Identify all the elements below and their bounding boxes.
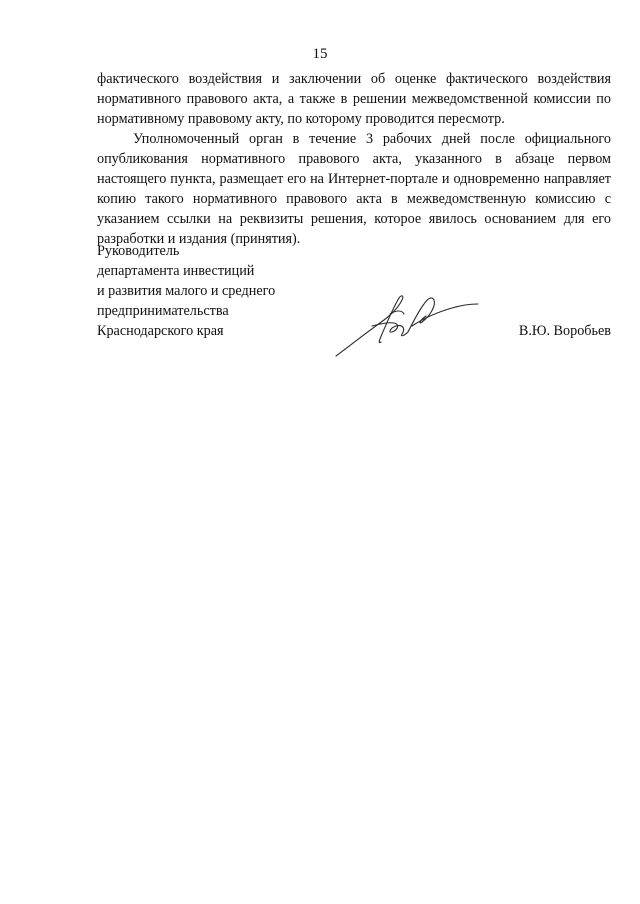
signer-position	[97, 241, 357, 341]
handwritten-signature	[332, 286, 482, 360]
signer-position-line: Руководитель	[97, 243, 180, 259]
signer-position-line: Краснодарского края	[97, 323, 224, 339]
body-text	[97, 69, 611, 249]
paragraph-continuation: фактического воздействия и заключении об оценке фактического воздействия нормативного правового акта, а также в решении межведомственной комиссии по нормативному правовому акту, по которому проводится пересмотр.	[97, 71, 611, 127]
paragraph-publication-procedure: Уполномоченный орган в течение 3 рабочих дней после официального опубликования нормативного правового акта, указанного в абзаце первом настоящего пункта, размещает его на Интернет-портале и одновременно направляет копию такого нормативного правового акта в межведомственную комиссию с указанием ссылки на реквизиты решения, которое явилось основанием для его разработки и издания (принятия).	[97, 131, 611, 247]
signer-name: В.Ю. Воробьев	[518, 323, 611, 339]
signer-position-line: департамента инвестиций	[97, 263, 255, 279]
signer-position-line: предпринимательства	[97, 303, 229, 319]
signer-position-line: и развития малого и среднего	[97, 283, 276, 299]
page-number: 15	[312, 46, 328, 62]
